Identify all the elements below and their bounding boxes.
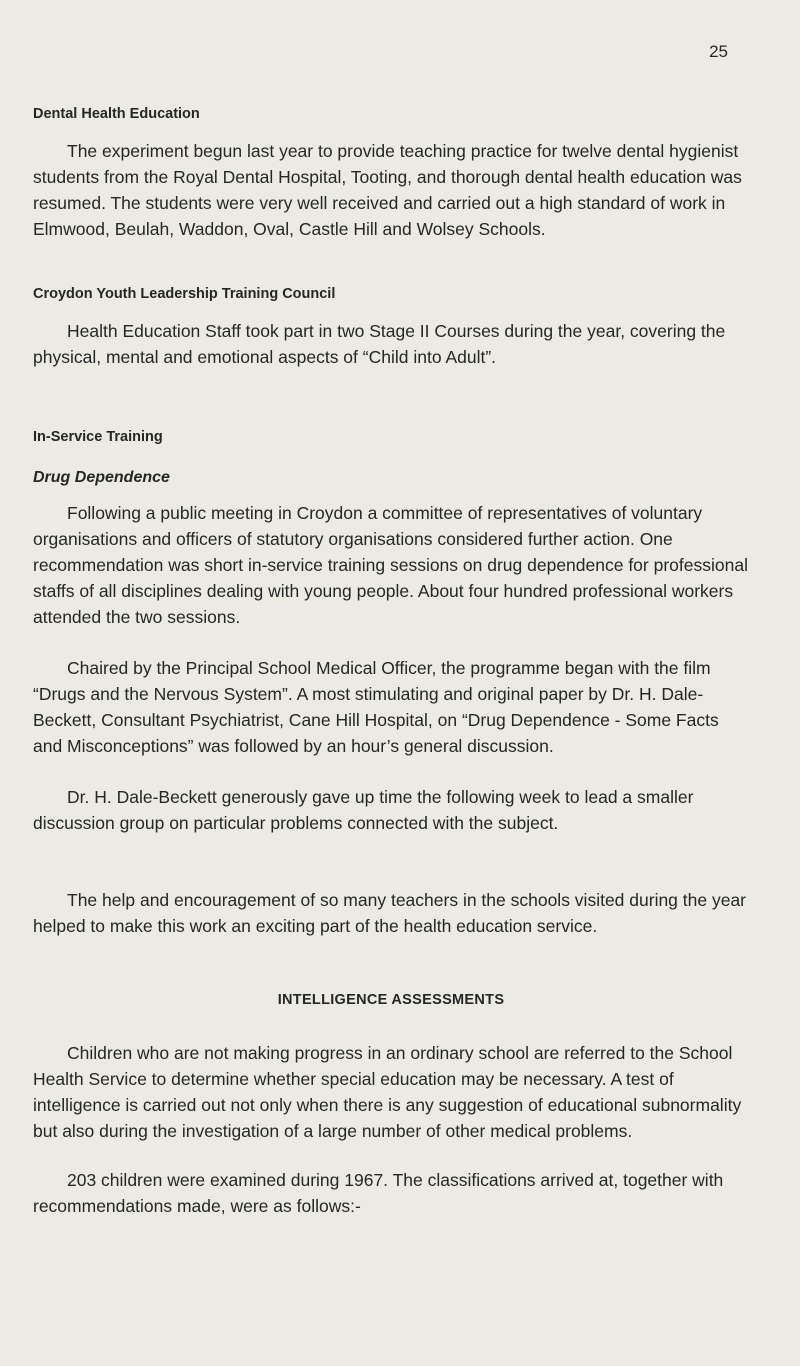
paragraph-intelligence-1: Children who are not making progress in an ordinary school are referred to the School Health Service to determine whether special education may be necessary. A test of intelligence is carried out not only when there is any suggestion of educational subnormality but also during the investigation of a large number of other medical problems. [33,1043,742,1141]
paragraph-intelligence-2: 203 children were examined during 1967. The classifications arrived at, together with recommendations made, were as follows:- [33,1170,724,1216]
paragraph-drug-dependence-3: Dr. H. Dale-Beckett generously gave up time the following week to lead a smaller discussion group on particular problems connected with the subject. [33,787,694,833]
section-heading-intelligence-assessments: INTELLIGENCE ASSESSMENTS [277,992,505,1008]
section-heading-croydon-youth: Croydon Youth Leadership Training Council [33,286,336,302]
paragraph-drug-dependence-1: Following a public meeting in Croydon a committee of representatives of voluntary organisations and officers of statutory organisations considered further action. One recommendation was short in-service training sessions on drug dependence for professional staffs of all disciplines dealing with young people. About four hundred professional workers attended the two sessions. [33,503,748,627]
page-number: 25 [709,42,728,61]
sub-heading-drug-dependence: Drug Dependence [33,469,170,486]
paragraph-drug-dependence-2: Chaired by the Principal School Medical Officer, the programme began with the film “Drugs and the Nervous System”. A most stimulating and original paper by Dr. H. Dale-Beckett, Consultant Psychiatrist, Cane Hill Hospital, on “Drug Dependence - Some Facts and Misconceptions” was followed by an hour’s general discussion. [33,658,719,756]
section-heading-dental-health: Dental Health Education [33,106,200,122]
paragraph-dental-health: The experiment begun last year to provide teaching practice for twelve dental hygienist students from the Royal Dental Hospital, Tooting, and thorough dental health education was resumed. The students were very well received and carried out a high standard of work in Elmwood, Beulah, Waddon, Oval, Castle Hill and Wolsey Schools. [33,141,742,239]
section-heading-in-service: In-Service Training [33,429,163,445]
paragraph-drug-dependence-4: The help and encouragement of so many teachers in the schools visited during the year helped to make this work an exciting part of the health education service. [33,890,747,936]
paragraph-croydon-youth: Health Education Staff took part in two Stage II Courses during the year, covering the physical, mental and emotional aspects of “Child into Adult”. [33,321,726,367]
